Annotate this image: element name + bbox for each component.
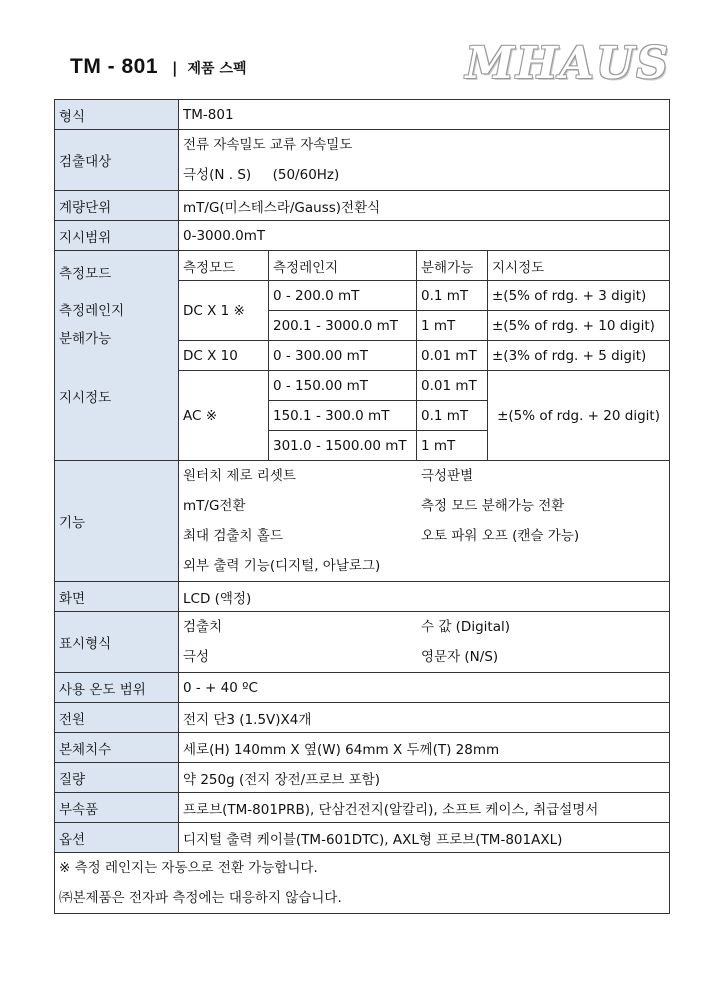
- display-digital: 수 값 (Digital): [421, 619, 510, 635]
- row-type: [55, 100, 670, 130]
- label-measure: [55, 251, 179, 461]
- value-power: 전지 단3 (1.5V)X4개: [179, 703, 670, 733]
- value-function: [179, 461, 670, 582]
- target-line-2: 극성(N . S) (50/60Hz): [183, 167, 340, 183]
- function-auto-off: 오토 파워 오프 (캔슬 가능): [421, 528, 580, 544]
- target-line-1: 전류 자속밀도 교류 자속밀도: [183, 137, 353, 153]
- function-mode-switch: 측정 모드 분해가능 전환: [421, 498, 565, 514]
- value-weight: 약 250g (전지 장전/프로브 포함): [179, 763, 670, 793]
- ac-c-range: 301.0 - 1500.00 mT: [269, 431, 417, 461]
- label-screen: 화면: [55, 582, 179, 612]
- dc1-a-range: 0 - 200.0 mT: [269, 281, 417, 311]
- label-range: 지시범위: [55, 221, 179, 251]
- page-subtitle: 제품 스펙: [187, 61, 247, 77]
- dc1-b-range: 200.1 - 3000.0 mT: [269, 311, 417, 341]
- ac-a-resolution: 0.01 mT: [417, 371, 488, 401]
- notes: [55, 853, 670, 914]
- function-unit-switch: mT/G전환: [183, 498, 246, 514]
- value-accessories: 프로브(TM-801PRB), 단삼건전지(알칼리), 소프트 케이스, 취급설명서: [179, 793, 670, 823]
- label-accessories: 부속품: [55, 793, 179, 823]
- display-polarity: 극성: [183, 649, 210, 665]
- function-external-output: 외부 출력 기능(디지털, 아날로그): [183, 558, 381, 574]
- label-type: 형식: [55, 100, 179, 130]
- ac-accuracy: ±(5% of rdg. + 20 digit): [488, 371, 670, 461]
- value-screen: LCD (액정): [179, 582, 670, 612]
- note-auto-range: ※ 측정 레인지는 자동으로 전환 가능합니다.: [59, 860, 318, 876]
- measure-header-row: [55, 251, 670, 281]
- label-temp: 사용 온도 범위: [55, 673, 179, 703]
- function-zero-reset: 원터치 제로 리셋트: [183, 468, 296, 484]
- row-option: [55, 823, 670, 853]
- value-target: [179, 130, 670, 191]
- dc10-accuracy: ±(3% of rdg. + 5 digit): [488, 341, 670, 371]
- label-unit: 계량단위: [55, 191, 179, 221]
- row-power: [55, 703, 670, 733]
- label-display: 표시형식: [55, 612, 179, 673]
- row-range: [55, 221, 670, 251]
- mode-dc1: DC X 1 ※: [179, 281, 269, 341]
- mode-dc10: DC X 10: [179, 341, 269, 371]
- row-unit: [55, 191, 670, 221]
- value-range: 0-3000.0mT: [179, 221, 670, 251]
- row-target: [55, 130, 670, 191]
- row-size: [55, 733, 670, 763]
- dc1-b-resolution: 1 mT: [417, 311, 488, 341]
- row-notes: [55, 853, 670, 914]
- title-separator: |: [172, 59, 178, 77]
- spec-table: [54, 99, 670, 914]
- value-display: [179, 612, 670, 673]
- row-weight: [55, 763, 670, 793]
- ac-b-resolution: 0.1 mT: [417, 401, 488, 431]
- dc10-range: 0 - 300.00 mT: [269, 341, 417, 371]
- mode-ac: AC ※: [179, 371, 269, 461]
- function-polarity: 극성판별: [421, 468, 474, 484]
- value-unit: mT/G(미스테스라/Gauss)전환식: [179, 191, 670, 221]
- row-accessories: [55, 793, 670, 823]
- page-header: [70, 55, 247, 79]
- value-type: TM-801: [179, 100, 670, 130]
- header-range: 측정레인지: [269, 251, 417, 281]
- label-measure-resolution: 분해가능: [59, 331, 112, 347]
- note-emf: ㈜본제품은 전자파 측정에는 대응하지 않습니다.: [59, 890, 342, 906]
- label-measure-accuracy: 지시정도: [59, 390, 112, 406]
- label-option: 옵션: [55, 823, 179, 853]
- dc10-resolution: 0.01 mT: [417, 341, 488, 371]
- label-measure-mode: 측정모드: [59, 266, 112, 282]
- brand-logo: MHAUS: [465, 38, 670, 89]
- label-power: 전원: [55, 703, 179, 733]
- label-target: 검출대상: [55, 130, 179, 191]
- row-function: [55, 461, 670, 582]
- dc1-a-accuracy: ±(5% of rdg. + 3 digit): [488, 281, 670, 311]
- label-function: 기능: [55, 461, 179, 582]
- model-title: TM - 801: [70, 55, 159, 78]
- label-size: 본체치수: [55, 733, 179, 763]
- header-accuracy: 지시정도: [488, 251, 670, 281]
- value-option: 디지털 출력 케이블(TM-601DTC), AXL형 프로브(TM-801AXL): [179, 823, 670, 853]
- dc1-b-accuracy: ±(5% of rdg. + 10 digit): [488, 311, 670, 341]
- header-mode: 측정모드: [179, 251, 269, 281]
- value-temp: 0 - + 40 ºC: [179, 673, 670, 703]
- dc1-a-resolution: 0.1 mT: [417, 281, 488, 311]
- display-detect: 검출치: [183, 619, 223, 635]
- row-display: [55, 612, 670, 673]
- ac-a-range: 0 - 150.00 mT: [269, 371, 417, 401]
- ac-c-resolution: 1 mT: [417, 431, 488, 461]
- row-screen: [55, 582, 670, 612]
- ac-b-range: 150.1 - 300.0 mT: [269, 401, 417, 431]
- header-resolution: 분해가능: [417, 251, 488, 281]
- label-weight: 질량: [55, 763, 179, 793]
- row-temp: [55, 673, 670, 703]
- display-ns: 영문자 (N/S): [421, 649, 499, 665]
- value-size: 세로(H) 140mm X 옆(W) 64mm X 두께(T) 28mm: [179, 733, 670, 763]
- label-measure-range: 측정레인지: [59, 303, 125, 319]
- function-max-hold: 최대 검출치 홀드: [183, 528, 283, 544]
